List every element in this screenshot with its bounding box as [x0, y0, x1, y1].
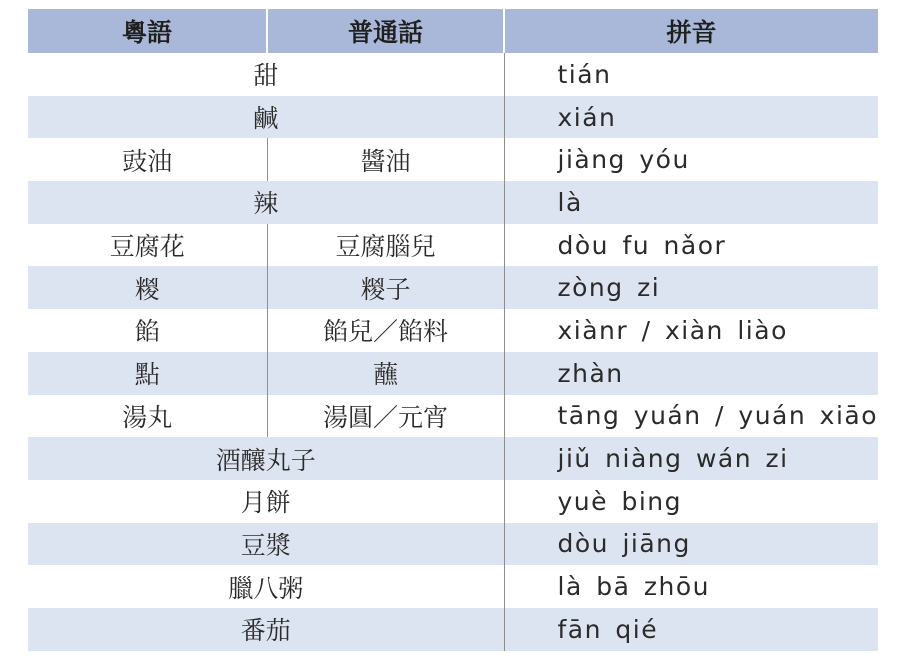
pinyin-cell: yuè bing	[504, 480, 878, 523]
table-row	[28, 480, 878, 523]
table-row	[28, 352, 878, 395]
table-row	[28, 181, 878, 224]
vocabulary-table	[28, 9, 878, 651]
mandarin-cell: 湯圓／元宵	[267, 395, 504, 438]
term-shared-cell: 番茄	[28, 608, 504, 651]
pinyin-cell: fān qié	[504, 608, 878, 651]
pinyin-cell: jiàng yóu	[504, 138, 878, 181]
cantonese-cell: 豉油	[28, 138, 267, 181]
term-shared-cell: 臘八粥	[28, 565, 504, 608]
table-row	[28, 224, 878, 267]
table-row	[28, 523, 878, 566]
mandarin-cell: 餡兒／餡料	[267, 309, 504, 352]
cantonese-cell: 點	[28, 352, 267, 395]
table-header	[28, 9, 878, 53]
pinyin-cell: dòu jiāng	[504, 523, 878, 566]
term-shared-cell: 辣	[28, 181, 504, 224]
mandarin-cell: 豆腐腦兒	[267, 224, 504, 267]
header-mandarin: 普通話	[267, 9, 504, 53]
header-row	[28, 9, 878, 53]
table-row	[28, 53, 878, 96]
table-row	[28, 309, 878, 352]
table-row	[28, 395, 878, 438]
term-shared-cell: 豆漿	[28, 523, 504, 566]
table-row	[28, 565, 878, 608]
term-shared-cell: 酒釀丸子	[28, 437, 504, 480]
cantonese-cell: 湯丸	[28, 395, 267, 438]
pinyin-cell: zhàn	[504, 352, 878, 395]
pinyin-cell: zòng zi	[504, 266, 878, 309]
pinyin-cell: tián	[504, 53, 878, 96]
cantonese-cell: 糉	[28, 266, 267, 309]
term-shared-cell: 月餅	[28, 480, 504, 523]
pinyin-cell: jiǔ niàng wán zi	[504, 437, 878, 480]
cantonese-cell: 餡	[28, 309, 267, 352]
pinyin-cell: tāng yuán / yuán xiāo	[504, 395, 878, 438]
term-shared-cell: 鹹	[28, 96, 504, 139]
pinyin-cell: là bā zhōu	[504, 565, 878, 608]
pinyin-cell: xián	[504, 96, 878, 139]
table-body	[28, 53, 878, 651]
pinyin-cell: là	[504, 181, 878, 224]
table-row	[28, 96, 878, 139]
table-row	[28, 437, 878, 480]
mandarin-cell: 糉子	[267, 266, 504, 309]
term-shared-cell: 甜	[28, 53, 504, 96]
mandarin-cell: 醬油	[267, 138, 504, 181]
pinyin-cell: dòu fu nǎor	[504, 224, 878, 267]
table-row	[28, 266, 878, 309]
header-pinyin: 拼音	[504, 9, 878, 53]
table-row	[28, 138, 878, 181]
pinyin-cell: xiànr / xiàn liào	[504, 309, 878, 352]
mandarin-cell: 蘸	[267, 352, 504, 395]
table-row	[28, 608, 878, 651]
cantonese-cell: 豆腐花	[28, 224, 267, 267]
header-cantonese: 粵語	[28, 9, 267, 53]
